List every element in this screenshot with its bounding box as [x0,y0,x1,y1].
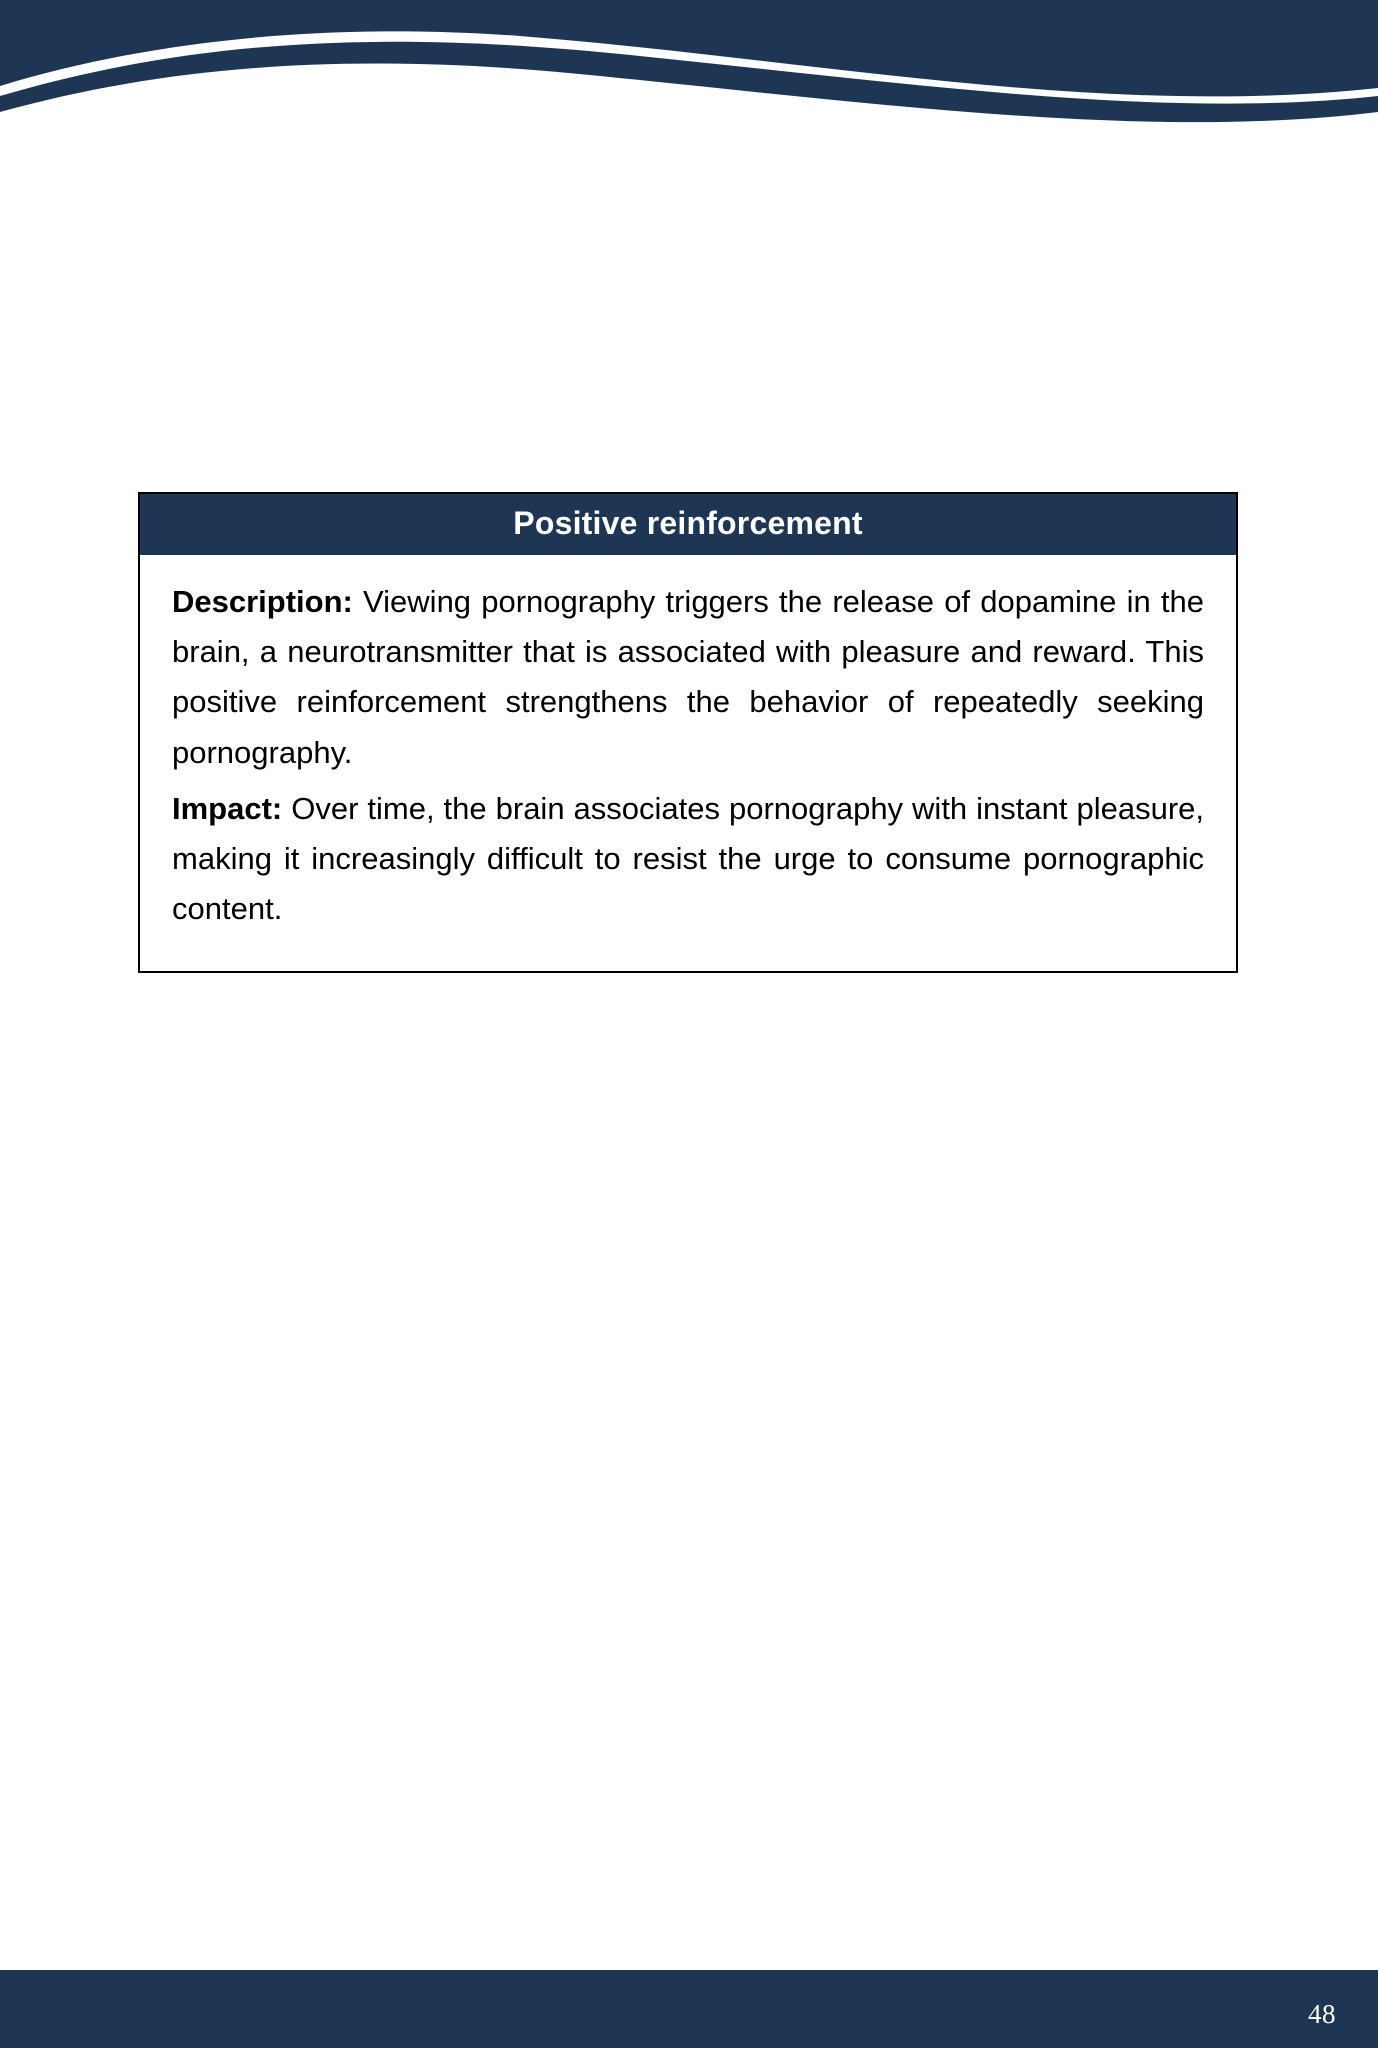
row-text-impact: Over time, the brain associates pornography with instant pleasure, making it increasingly difficult to resist the urge to consume pornographic content. [172,790,1204,927]
header-decoration [0,0,1378,150]
table-body [140,555,1236,971]
row-label-impact: Impact: [172,790,283,826]
row-label-description: Description: [172,584,353,619]
table-title: Positive reinforcement [140,494,1236,555]
page-number: 48 [1308,1999,1336,2029]
content-table [138,492,1238,973]
row-text-description: Viewing pornography triggers the release of dopamine in the brain, a neurotransmitter that is associated with pleasure and reward. This positive reinforcement strengthens the behavior of repeatedly seeking pornography. [172,584,1204,770]
table-row [172,577,1204,778]
table-row [172,784,1204,935]
footer-bar [0,1970,1378,2048]
swoosh-banner-icon [0,0,1378,150]
